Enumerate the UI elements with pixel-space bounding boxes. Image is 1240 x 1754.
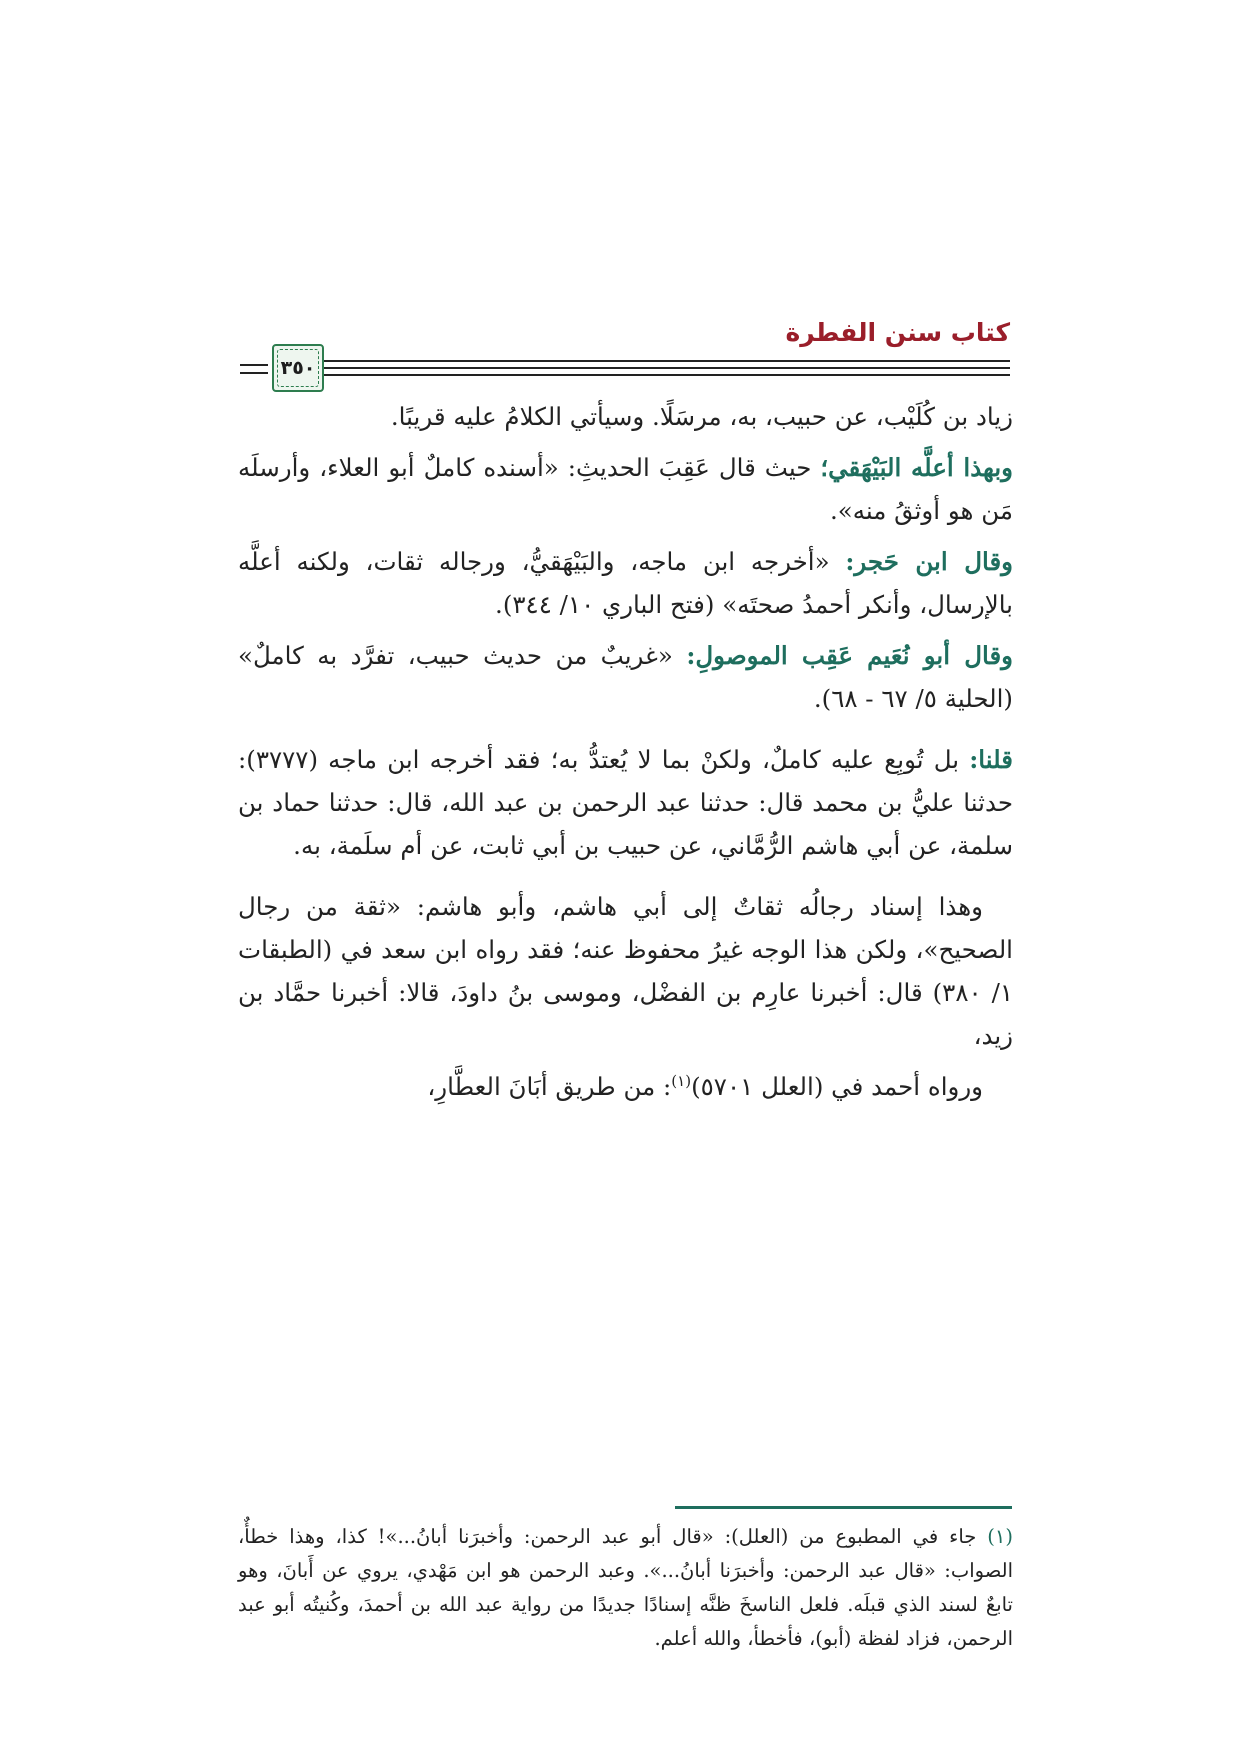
paragraph-3 [238,540,1013,626]
paragraph-4 [238,634,1013,720]
paragraph-text: بل تُوبِع عليه كاملٌ، ولكنْ بما لا يُعتدُّ به؛ فقد أخرجه ابن ماجه (٣٧٧٧): حدثنا عليُّ بن محمد قال: حدثنا عبد الرحمن بن عبد الله، قال: حدثنا حماد بن سلمة، عن أبي هاشم الرُّمَّاني، عن حبيب بن أبي ثابت، عن أم سلَمة، به. [238,745,1013,860]
footnote-number: (١) [987,1525,1013,1548]
header-rule [324,367,1010,369]
highlight-phrase: قلنا: [969,745,1013,774]
highlight-phrase: وبهذا أعلَّه البَيْهَقي؛ [820,453,1014,482]
footnote-ref[interactable]: (١) [671,1071,692,1090]
footnote [238,1520,1013,1656]
header-rule-short [240,364,268,366]
header-rule [324,374,1010,376]
paragraph-6: وهذا إسناد رجالُه ثقاتٌ إلى أبي هاشم، وأبو هاشم: «ثقة من رجال الصحيح»، ولكن هذا الوجه غيرُ محفوظ عنه؛ فقد رواه ابن سعد في (الطبقات ١/ ٣٨٠) قال: أخبرنا عارِم بن الفضْل، وموسى بنُ داودَ، قالا: أخبرنا حمَّاد بن زيد، [238,892,1013,1050]
footnotes [238,1520,1013,1656]
footnote-separator [675,1506,1012,1509]
paragraph-1: زياد بن كُلَيْب، عن حبيب، به، مرسَلًا. وسيأتي الكلامُ عليه قريبًا. [390,402,1013,431]
paragraph-text: «غريبٌ من حديث حبيب، تفرَّد به كاملٌ» (الحلية ٥/ ٦٧ - ٦٨). [238,641,1013,713]
paragraph-text: حيث قال عَقِبَ الحديثِ: «أسنده كاملٌ أبو العلاء، وأرسلَه مَن هو أوثقُ منه». [238,453,1013,525]
main-text [238,395,1013,1116]
paragraph-text: : من طريق أبَانَ العطَّارِ، [427,1072,672,1101]
paragraph-2 [238,446,1013,532]
footnote-text: جاء في المطبوع من (العلل): «قال أبو عبد الرحمن: وأخبرَنا أبانُ...»! كذا، وهذا خطأٌ، الصواب: «قال عبد الرحمن: وأخبرَنا أبانُ...». وعبد الرحمن هو ابن مَهْدي، يروي عن أَبانَ، وهو تابعٌ لسند الذي قبلَه. فلعل الناسخَ ظنَّه إسنادًا جديدًا من رواية عبد الله بن أحمدَ، وكُنيتُه أبو عبد الرحمن، فزاد لفظة (أبو)، فأخطأ، والله أعلم. [238,1525,1013,1650]
highlight-phrase: وقال ابن حَجر: [845,547,1013,576]
header-rule [324,360,1010,362]
paragraph-7 [238,1065,1013,1108]
page-header [240,318,1010,396]
paragraph-text: ورواه أحمد في (العلل ٥٧٠١) [691,1072,983,1101]
paragraph-5 [238,738,1013,867]
book-title: كتاب سنن الفطرة [785,318,1010,347]
page-number-box [272,344,324,392]
page-number: ٣٥٠ [280,357,316,379]
header-rule-short [240,372,268,374]
highlight-phrase: وقال أبو نُعَيم عَقِب الموصولِ: [686,641,1014,670]
paragraph-text: «أخرجه ابن ماجه، والبَيْهَقيُّ، ورجاله ثقات، ولكنه أعلَّه بالإرسال، وأنكر أحمدُ صحتَه» (فتح الباري ١٠/ ٣٤٤). [238,547,1013,619]
